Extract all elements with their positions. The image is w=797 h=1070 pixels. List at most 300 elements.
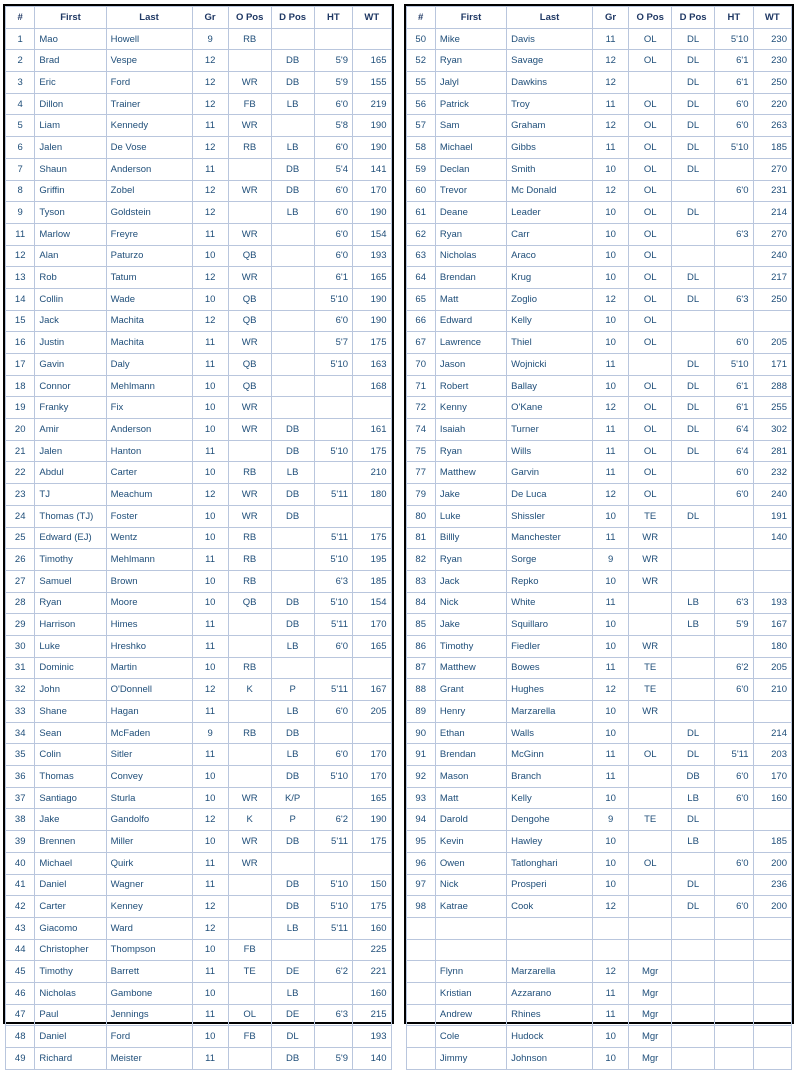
cell-offense-position: WR (629, 549, 672, 571)
cell-weight: 210 (753, 679, 791, 701)
cell-last: Smith (507, 158, 593, 180)
table-row (406, 1004, 792, 1026)
cell-first: Kristian (435, 982, 506, 1004)
table-row (6, 223, 392, 245)
cell-defense-position: DL (672, 397, 715, 419)
cell-grade: 11 (192, 614, 228, 636)
table-row (6, 462, 392, 484)
cell-defense-position: LB (271, 93, 314, 115)
cell-defense-position (271, 375, 314, 397)
table-row (406, 982, 792, 1004)
cell-defense-position (672, 245, 715, 267)
cell-number: 41 (6, 874, 35, 896)
cell-offense-position (629, 896, 672, 918)
cell-first: Abdul (35, 462, 106, 484)
cell-offense-position (228, 982, 271, 1004)
cell-grade: 10 (593, 1026, 629, 1048)
cell-last: Anderson (106, 419, 192, 441)
cell-number: 88 (406, 679, 435, 701)
cell-defense-position (271, 245, 314, 267)
cell-weight: 190 (353, 137, 391, 159)
cell-first: Richard (35, 1048, 106, 1070)
cell-last: Zoglio (507, 288, 593, 310)
cell-grade: 11 (593, 419, 629, 441)
cell-number: 17 (6, 354, 35, 376)
cell-grade: 11 (192, 744, 228, 766)
cell-number: 64 (406, 267, 435, 289)
cell-grade: 10 (192, 245, 228, 267)
cell-number: 58 (406, 137, 435, 159)
cell-offense-position: Mgr (629, 1026, 672, 1048)
cell-first: Jalyl (435, 72, 506, 94)
cell-grade: 10 (593, 267, 629, 289)
cell-offense-position: QB (228, 354, 271, 376)
cell-number: 60 (406, 180, 435, 202)
cell-defense-position (271, 115, 314, 137)
cell-last (507, 917, 593, 939)
cell-height: 6'2 (314, 961, 352, 983)
cell-last: Troy (507, 93, 593, 115)
cell-height: 5'11 (314, 831, 352, 853)
cell-last: Kelly (507, 310, 593, 332)
table-row (406, 809, 792, 831)
cell-weight: 170 (353, 614, 391, 636)
cell-last: Carr (507, 223, 593, 245)
cell-defense-position: DB (271, 614, 314, 636)
cell-defense-position: DB (271, 505, 314, 527)
cell-grade: 11 (192, 115, 228, 137)
cell-height: 6'0 (314, 744, 352, 766)
cell-height: 5'4 (314, 158, 352, 180)
cell-height (715, 1004, 753, 1026)
cell-offense-position (629, 592, 672, 614)
cell-height (715, 831, 753, 853)
cell-number: 96 (406, 852, 435, 874)
cell-defense-position: DE (271, 961, 314, 983)
table-row (406, 635, 792, 657)
cell-grade: 12 (192, 180, 228, 202)
cell-number: 84 (406, 592, 435, 614)
cell-number: 85 (406, 614, 435, 636)
cell-weight: 154 (353, 223, 391, 245)
cell-grade: 12 (192, 310, 228, 332)
cell-last: Sorge (507, 549, 593, 571)
cell-defense-position (672, 570, 715, 592)
cell-last: Wojnicki (507, 354, 593, 376)
cell-grade: 11 (192, 961, 228, 983)
cell-last: Dengohe (507, 809, 593, 831)
table-row (6, 440, 392, 462)
cell-number: 65 (406, 288, 435, 310)
cell-weight: 217 (753, 267, 791, 289)
cell-weight: 150 (353, 874, 391, 896)
cell-last: Shissler (507, 505, 593, 527)
cell-last: Prosperi (507, 874, 593, 896)
cell-defense-position: DB (271, 419, 314, 441)
cell-number: 70 (406, 354, 435, 376)
table-row (6, 115, 392, 137)
cell-height: 6'0 (314, 180, 352, 202)
cell-height (715, 701, 753, 723)
cell-height: 6'4 (715, 440, 753, 462)
table-row (6, 917, 392, 939)
cell-defense-position (672, 852, 715, 874)
cell-weight: 240 (753, 245, 791, 267)
cell-offense-position (228, 874, 271, 896)
cell-offense-position: OL (629, 852, 672, 874)
cell-offense-position: Mgr (629, 1004, 672, 1026)
column-header-last: Last (106, 7, 192, 29)
cell-weight: 270 (753, 158, 791, 180)
cell-grade: 11 (593, 1004, 629, 1026)
table-row (406, 614, 792, 636)
cell-first: Amir (35, 419, 106, 441)
cell-grade: 11 (192, 549, 228, 571)
cell-number: 28 (6, 592, 35, 614)
table-row (6, 267, 392, 289)
cell-offense-position (629, 614, 672, 636)
table-row (6, 28, 392, 50)
cell-offense-position: WR (228, 397, 271, 419)
cell-offense-position (629, 722, 672, 744)
cell-grade: 10 (593, 332, 629, 354)
table-row (406, 657, 792, 679)
cell-offense-position: OL (629, 158, 672, 180)
cell-grade: 11 (192, 635, 228, 657)
cell-first: Giacomo (35, 917, 106, 939)
cell-number: 27 (6, 570, 35, 592)
cell-offense-position: WR (228, 72, 271, 94)
cell-offense-position (629, 354, 672, 376)
cell-offense-position (228, 1048, 271, 1070)
cell-weight: 221 (353, 961, 391, 983)
cell-defense-position: DL (672, 28, 715, 50)
cell-first: Griffin (35, 180, 106, 202)
cell-number: 67 (406, 332, 435, 354)
cell-grade: 10 (192, 570, 228, 592)
cell-defense-position: DB (271, 158, 314, 180)
cell-last: Kenney (106, 896, 192, 918)
cell-offense-position (629, 874, 672, 896)
cell-defense-position: LB (271, 982, 314, 1004)
cell-offense-position: TE (629, 505, 672, 527)
cell-defense-position (672, 961, 715, 983)
cell-height: 5'11 (314, 917, 352, 939)
cell-grade: 12 (192, 50, 228, 72)
table-row (406, 93, 792, 115)
cell-weight: 161 (353, 419, 391, 441)
cell-grade: 10 (593, 831, 629, 853)
cell-weight: 214 (753, 202, 791, 224)
cell-weight: 167 (353, 679, 391, 701)
cell-offense-position: OL (629, 310, 672, 332)
cell-height: 5'10 (314, 354, 352, 376)
cell-last: O'Kane (507, 397, 593, 419)
cell-last: Tatlonghari (507, 852, 593, 874)
cell-weight: 190 (353, 809, 391, 831)
cell-number: 2 (6, 50, 35, 72)
cell-height (314, 1026, 352, 1048)
cell-weight: 175 (353, 527, 391, 549)
cell-last: Leader (507, 202, 593, 224)
cell-defense-position: LB (672, 831, 715, 853)
cell-height: 6'0 (715, 484, 753, 506)
cell-defense-position: DL (672, 375, 715, 397)
cell-defense-position: DL (672, 722, 715, 744)
cell-number: 6 (6, 137, 35, 159)
table-row (406, 744, 792, 766)
cell-first: Ryan (435, 440, 506, 462)
cell-number: 38 (6, 809, 35, 831)
cell-height (314, 657, 352, 679)
cell-offense-position: QB (228, 375, 271, 397)
cell-height: 5'11 (314, 484, 352, 506)
cell-last: Marzarella (507, 701, 593, 723)
cell-offense-position: RB (228, 570, 271, 592)
cell-last: Gambone (106, 982, 192, 1004)
cell-offense-position (228, 158, 271, 180)
table-row (406, 961, 792, 983)
cell-last: Convey (106, 766, 192, 788)
cell-weight: 170 (353, 744, 391, 766)
cell-defense-position: DE (271, 1004, 314, 1026)
cell-number: 37 (6, 787, 35, 809)
cell-defense-position: DL (672, 874, 715, 896)
cell-defense-position (271, 332, 314, 354)
cell-last: Machita (106, 310, 192, 332)
cell-height: 6'0 (715, 679, 753, 701)
cell-offense-position: WR (629, 570, 672, 592)
cell-defense-position: LB (271, 202, 314, 224)
table-row-blank (406, 917, 792, 939)
cell-weight: 240 (753, 484, 791, 506)
cell-last: Goldstein (106, 202, 192, 224)
cell-first: Cole (435, 1026, 506, 1048)
cell-height (715, 982, 753, 1004)
cell-grade: 10 (192, 831, 228, 853)
table-row (6, 787, 392, 809)
cell-grade: 11 (192, 354, 228, 376)
table-row (406, 570, 792, 592)
cell-offense-position: OL (629, 397, 672, 419)
column-header-weight: WT (753, 7, 791, 29)
cell-weight: 232 (753, 462, 791, 484)
cell-height (715, 505, 753, 527)
cell-height: 5'11 (314, 527, 352, 549)
table-row (6, 245, 392, 267)
cell-weight: 195 (353, 549, 391, 571)
cell-defense-position: DL (672, 896, 715, 918)
cell-height: 6'1 (715, 397, 753, 419)
cell-number: 29 (6, 614, 35, 636)
cell-last: Meister (106, 1048, 192, 1070)
cell-first: Matthew (435, 657, 506, 679)
table-row (6, 527, 392, 549)
cell-first: Timothy (35, 961, 106, 983)
left-roster-body (6, 28, 392, 1069)
table-row (6, 180, 392, 202)
table-row (406, 180, 792, 202)
cell-number: 33 (6, 701, 35, 723)
cell-offense-position: WR (629, 527, 672, 549)
cell-first: Andrew (435, 1004, 506, 1026)
cell-weight: 205 (353, 701, 391, 723)
table-row (406, 72, 792, 94)
cell-number (406, 1004, 435, 1026)
cell-number: 52 (406, 50, 435, 72)
cell-height: 6'0 (715, 115, 753, 137)
cell-first: John (35, 679, 106, 701)
cell-number: 66 (406, 310, 435, 332)
cell-first: Nicholas (435, 245, 506, 267)
cell-first: Owen (435, 852, 506, 874)
cell-grade: 10 (593, 223, 629, 245)
cell-offense-position: OL (629, 484, 672, 506)
cell-first: Lawrence (435, 332, 506, 354)
cell-last: Miller (106, 831, 192, 853)
cell-number: 75 (406, 440, 435, 462)
cell-offense-position (228, 744, 271, 766)
cell-offense-position: OL (629, 202, 672, 224)
cell-number: 63 (406, 245, 435, 267)
cell-weight: 168 (353, 375, 391, 397)
cell-defense-position (271, 397, 314, 419)
cell-last: McGinn (507, 744, 593, 766)
cell-first: Brennen (35, 831, 106, 853)
cell-number: 95 (406, 831, 435, 853)
cell-last: Gibbs (507, 137, 593, 159)
cell-grade: 11 (192, 852, 228, 874)
cell-number: 89 (406, 701, 435, 723)
cell-last: Wade (106, 288, 192, 310)
table-row (6, 549, 392, 571)
cell-last: Ballay (507, 375, 593, 397)
cell-height: 6'0 (715, 93, 753, 115)
table-row (6, 982, 392, 1004)
cell-offense-position: WR (228, 419, 271, 441)
cell-weight: 185 (753, 137, 791, 159)
cell-first: Christopher (35, 939, 106, 961)
cell-grade: 12 (593, 72, 629, 94)
cell-grade: 10 (192, 1026, 228, 1048)
table-row (406, 310, 792, 332)
cell-defense-position: DB (271, 1048, 314, 1070)
cell-last: Foster (106, 505, 192, 527)
cell-height: 6'1 (715, 72, 753, 94)
cell-first: Kevin (435, 831, 506, 853)
cell-grade: 10 (192, 527, 228, 549)
cell-weight (753, 570, 791, 592)
cell-weight: 185 (353, 570, 391, 592)
cell-offense-position: RB (228, 28, 271, 50)
cell-offense-position: OL (629, 267, 672, 289)
cell-weight: 263 (753, 115, 791, 137)
table-row (406, 267, 792, 289)
cell-weight: 175 (353, 831, 391, 853)
cell-defense-position: DL (672, 288, 715, 310)
cell-weight: 281 (753, 440, 791, 462)
cell-height (715, 939, 753, 961)
cell-weight: 270 (753, 223, 791, 245)
cell-number: 24 (6, 505, 35, 527)
cell-first: Dillon (35, 93, 106, 115)
cell-grade: 10 (192, 787, 228, 809)
cell-height: 5'10 (715, 28, 753, 50)
cell-defense-position: P (271, 679, 314, 701)
cell-last: Sitler (106, 744, 192, 766)
cell-height (715, 809, 753, 831)
cell-last: McFaden (106, 722, 192, 744)
cell-weight: 165 (353, 787, 391, 809)
cell-last: Carter (106, 462, 192, 484)
cell-grade: 10 (593, 635, 629, 657)
cell-weight: 210 (353, 462, 391, 484)
cell-defense-position: DB (271, 896, 314, 918)
cell-defense-position: DL (672, 158, 715, 180)
cell-defense-position: LB (672, 592, 715, 614)
cell-number (406, 1026, 435, 1048)
cell-last: Savage (507, 50, 593, 72)
cell-last: Manchester (507, 527, 593, 549)
cell-grade: 10 (192, 982, 228, 1004)
table-row (6, 961, 392, 983)
cell-height (715, 245, 753, 267)
cell-last: Krug (507, 267, 593, 289)
cell-height: 6'0 (715, 852, 753, 874)
cell-grade: 10 (192, 288, 228, 310)
cell-last: Mehlmann (106, 549, 192, 571)
cell-grade: 9 (192, 722, 228, 744)
cell-first: Colin (35, 744, 106, 766)
cell-grade: 11 (192, 223, 228, 245)
cell-weight: 175 (353, 332, 391, 354)
cell-offense-position: OL (629, 419, 672, 441)
cell-height (715, 635, 753, 657)
cell-first: Dominic (35, 657, 106, 679)
cell-offense-position: Mgr (629, 982, 672, 1004)
cell-last: Moore (106, 592, 192, 614)
cell-last: De Vose (106, 137, 192, 159)
cell-grade: 10 (593, 375, 629, 397)
table-row (406, 1048, 792, 1070)
cell-first: Eric (35, 72, 106, 94)
cell-weight (753, 1026, 791, 1048)
cell-grade: 11 (593, 137, 629, 159)
cell-first: Thomas (35, 766, 106, 788)
cell-grade: 11 (593, 462, 629, 484)
cell-last: Kennedy (106, 115, 192, 137)
cell-grade: 10 (593, 570, 629, 592)
cell-height: 6'2 (715, 657, 753, 679)
table-row (406, 549, 792, 571)
cell-first: Grant (435, 679, 506, 701)
cell-last: Turner (507, 419, 593, 441)
cell-defense-position (672, 549, 715, 571)
cell-offense-position: OL (629, 115, 672, 137)
table-row (406, 419, 792, 441)
cell-grade: 12 (192, 484, 228, 506)
cell-weight: 205 (753, 657, 791, 679)
cell-number: 36 (6, 766, 35, 788)
cell-number: 43 (6, 917, 35, 939)
cell-first: Jason (435, 354, 506, 376)
table-row (406, 766, 792, 788)
table-row (406, 896, 792, 918)
cell-grade: 12 (593, 397, 629, 419)
cell-grade: 12 (593, 961, 629, 983)
cell-first: Nicholas (35, 982, 106, 1004)
cell-first: Gavin (35, 354, 106, 376)
